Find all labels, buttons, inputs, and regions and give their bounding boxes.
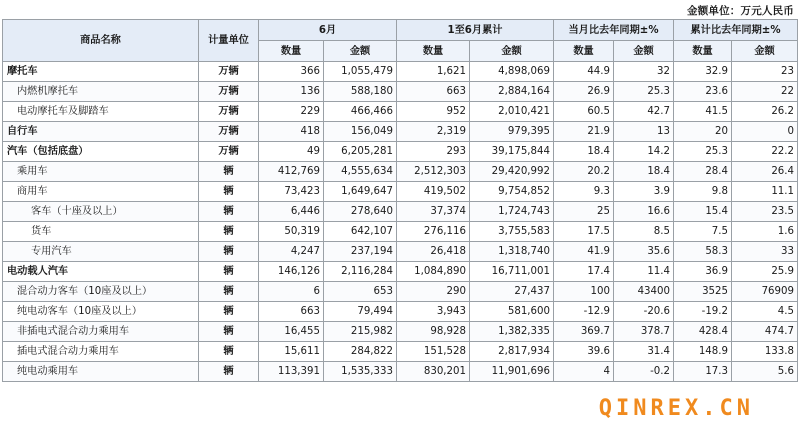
- month-yoy-qty-cell: 20.2: [554, 162, 614, 182]
- ytd-yoy-qty-cell: 23.6: [674, 82, 732, 102]
- june-qty-cell: 412,769: [259, 162, 324, 182]
- unit-cell: 辆: [199, 182, 259, 202]
- ytd-yoy-qty-cell: 17.3: [674, 362, 732, 382]
- header-product-name: 商品名称: [3, 20, 199, 62]
- subheader-amount: 金额: [324, 41, 397, 62]
- product-name-cell: 插电式混合动力乘用车: [3, 342, 199, 362]
- june-amount-cell: 278,640: [324, 202, 397, 222]
- month-yoy-qty-cell: -12.9: [554, 302, 614, 322]
- ytd-qty-cell: 293: [397, 142, 470, 162]
- unit-cell: 辆: [199, 262, 259, 282]
- table-row: [3, 122, 798, 142]
- ytd-yoy-amount-cell: 5.6: [732, 362, 798, 382]
- table-row: [3, 262, 798, 282]
- subheader-amount: 金额: [614, 41, 674, 62]
- ytd-qty-cell: 663: [397, 82, 470, 102]
- ytd-amount-cell: 29,420,992: [470, 162, 554, 182]
- month-yoy-qty-cell: 44.9: [554, 62, 614, 82]
- ytd-amount-cell: 2,817,934: [470, 342, 554, 362]
- june-qty-cell: 15,611: [259, 342, 324, 362]
- ytd-yoy-amount-cell: 33: [732, 242, 798, 262]
- subheader-qty: 数量: [674, 41, 732, 62]
- ytd-yoy-qty-cell: 25.3: [674, 142, 732, 162]
- ytd-yoy-amount-cell: 474.7: [732, 322, 798, 342]
- ytd-yoy-amount-cell: 22.2: [732, 142, 798, 162]
- ytd-yoy-qty-cell: 148.9: [674, 342, 732, 362]
- month-yoy-amount-cell: 8.5: [614, 222, 674, 242]
- product-name-cell: 客车（十座及以上）: [3, 202, 199, 222]
- ytd-qty-cell: 952: [397, 102, 470, 122]
- month-yoy-amount-cell: 18.4: [614, 162, 674, 182]
- header-ytd-yoy: 累计比去年同期±%: [674, 20, 798, 41]
- ytd-qty-cell: 98,928: [397, 322, 470, 342]
- june-qty-cell: 6,446: [259, 202, 324, 222]
- ytd-yoy-qty-cell: 36.9: [674, 262, 732, 282]
- june-qty-cell: 136: [259, 82, 324, 102]
- table-row: [3, 202, 798, 222]
- table-row: [3, 62, 798, 82]
- june-qty-cell: 663: [259, 302, 324, 322]
- june-amount-cell: 79,494: [324, 302, 397, 322]
- product-name-cell: 纯电动乘用车: [3, 362, 199, 382]
- june-qty-cell: 146,126: [259, 262, 324, 282]
- month-yoy-amount-cell: 42.7: [614, 102, 674, 122]
- month-yoy-amount-cell: 378.7: [614, 322, 674, 342]
- june-qty-cell: 4,247: [259, 242, 324, 262]
- june-qty-cell: 50,319: [259, 222, 324, 242]
- ytd-yoy-amount-cell: 76909: [732, 282, 798, 302]
- product-name-cell: 商用车: [3, 182, 199, 202]
- ytd-yoy-qty-cell: 58.3: [674, 242, 732, 262]
- subheader-amount: 金额: [732, 41, 798, 62]
- ytd-amount-cell: 1,724,743: [470, 202, 554, 222]
- ytd-yoy-qty-cell: 7.5: [674, 222, 732, 242]
- ytd-amount-cell: 16,711,001: [470, 262, 554, 282]
- month-yoy-amount-cell: 3.9: [614, 182, 674, 202]
- ytd-yoy-amount-cell: 0: [732, 122, 798, 142]
- ytd-yoy-qty-cell: 15.4: [674, 202, 732, 222]
- month-yoy-qty-cell: 26.9: [554, 82, 614, 102]
- trade-statistics-table: [2, 19, 798, 382]
- june-amount-cell: 642,107: [324, 222, 397, 242]
- header-jan-jun: 1至6月累计: [397, 20, 554, 41]
- ytd-amount-cell: 4,898,069: [470, 62, 554, 82]
- ytd-amount-cell: 2,884,164: [470, 82, 554, 102]
- table-row: [3, 322, 798, 342]
- subheader-amount: 金额: [470, 41, 554, 62]
- ytd-amount-cell: 39,175,844: [470, 142, 554, 162]
- product-name-cell: 货车: [3, 222, 199, 242]
- june-amount-cell: 284,822: [324, 342, 397, 362]
- ytd-qty-cell: 2,512,303: [397, 162, 470, 182]
- month-yoy-amount-cell: 31.4: [614, 342, 674, 362]
- ytd-qty-cell: 151,528: [397, 342, 470, 362]
- unit-cell: 辆: [199, 302, 259, 322]
- unit-cell: 辆: [199, 242, 259, 262]
- month-yoy-qty-cell: 60.5: [554, 102, 614, 122]
- ytd-amount-cell: 1,318,740: [470, 242, 554, 262]
- table-row: [3, 222, 798, 242]
- ytd-amount-cell: 11,901,696: [470, 362, 554, 382]
- unit-cell: 辆: [199, 222, 259, 242]
- header-unit: 计量单位: [199, 20, 259, 62]
- ytd-yoy-amount-cell: 133.8: [732, 342, 798, 362]
- month-yoy-qty-cell: 369.7: [554, 322, 614, 342]
- ytd-yoy-amount-cell: 26.4: [732, 162, 798, 182]
- ytd-yoy-qty-cell: 32.9: [674, 62, 732, 82]
- amount-unit-note: 金额单位：万元人民币: [687, 5, 794, 17]
- ytd-yoy-qty-cell: -19.2: [674, 302, 732, 322]
- ytd-yoy-qty-cell: 3525: [674, 282, 732, 302]
- june-amount-cell: 237,194: [324, 242, 397, 262]
- unit-cell: 辆: [199, 162, 259, 182]
- month-yoy-qty-cell: 100: [554, 282, 614, 302]
- month-yoy-qty-cell: 9.3: [554, 182, 614, 202]
- june-amount-cell: 1,649,647: [324, 182, 397, 202]
- month-yoy-amount-cell: 11.4: [614, 262, 674, 282]
- month-yoy-amount-cell: 43400: [614, 282, 674, 302]
- ytd-yoy-amount-cell: 1.6: [732, 222, 798, 242]
- ytd-yoy-amount-cell: 25.9: [732, 262, 798, 282]
- month-yoy-amount-cell: 16.6: [614, 202, 674, 222]
- ytd-amount-cell: 2,010,421: [470, 102, 554, 122]
- product-name-cell: 非插电式混合动力乘用车: [3, 322, 199, 342]
- product-name-cell: 自行车: [3, 122, 199, 142]
- ytd-qty-cell: 1,621: [397, 62, 470, 82]
- month-yoy-amount-cell: 13: [614, 122, 674, 142]
- month-yoy-amount-cell: 35.6: [614, 242, 674, 262]
- table-body: [3, 62, 798, 382]
- table-row: [3, 102, 798, 122]
- month-yoy-qty-cell: 39.6: [554, 342, 614, 362]
- june-amount-cell: 2,116,284: [324, 262, 397, 282]
- ytd-amount-cell: 27,437: [470, 282, 554, 302]
- product-name-cell: 纯电动客车（10座及以上）: [3, 302, 199, 322]
- unit-cell: 万辆: [199, 62, 259, 82]
- june-qty-cell: 49: [259, 142, 324, 162]
- ytd-yoy-amount-cell: 26.2: [732, 102, 798, 122]
- table-row: [3, 182, 798, 202]
- header-june: 6月: [259, 20, 397, 41]
- june-qty-cell: 366: [259, 62, 324, 82]
- product-name-cell: 电动摩托车及脚踏车: [3, 102, 199, 122]
- unit-cell: 万辆: [199, 82, 259, 102]
- ytd-amount-cell: 979,395: [470, 122, 554, 142]
- unit-cell: 万辆: [199, 102, 259, 122]
- ytd-qty-cell: 26,418: [397, 242, 470, 262]
- product-name-cell: 摩托车: [3, 62, 199, 82]
- product-name-cell: 混合动力客车（10座及以上）: [3, 282, 199, 302]
- ytd-amount-cell: 1,382,335: [470, 322, 554, 342]
- table-row: [3, 302, 798, 322]
- unit-cell: 辆: [199, 282, 259, 302]
- ytd-yoy-qty-cell: 428.4: [674, 322, 732, 342]
- ytd-yoy-amount-cell: 23.5: [732, 202, 798, 222]
- june-qty-cell: 6: [259, 282, 324, 302]
- june-amount-cell: 156,049: [324, 122, 397, 142]
- unit-cell: 辆: [199, 202, 259, 222]
- product-name-cell: 内燃机摩托车: [3, 82, 199, 102]
- june-amount-cell: 588,180: [324, 82, 397, 102]
- june-amount-cell: 1,535,333: [324, 362, 397, 382]
- june-amount-cell: 466,466: [324, 102, 397, 122]
- month-yoy-amount-cell: -0.2: [614, 362, 674, 382]
- table-row: [3, 82, 798, 102]
- subheader-qty: 数量: [259, 41, 324, 62]
- ytd-yoy-qty-cell: 41.5: [674, 102, 732, 122]
- unit-cell: 辆: [199, 322, 259, 342]
- ytd-amount-cell: 9,754,852: [470, 182, 554, 202]
- table-row: [3, 282, 798, 302]
- ytd-qty-cell: 276,116: [397, 222, 470, 242]
- subheader-qty: 数量: [554, 41, 614, 62]
- product-name-cell: 汽车（包括底盘）: [3, 142, 199, 162]
- june-qty-cell: 73,423: [259, 182, 324, 202]
- product-name-cell: 乘用车: [3, 162, 199, 182]
- ytd-qty-cell: 2,319: [397, 122, 470, 142]
- product-name-cell: 专用汽车: [3, 242, 199, 262]
- unit-cell: 辆: [199, 342, 259, 362]
- june-amount-cell: 4,555,634: [324, 162, 397, 182]
- ytd-qty-cell: 1,084,890: [397, 262, 470, 282]
- product-name-cell: 电动载人汽车: [3, 262, 199, 282]
- ytd-amount-cell: 581,600: [470, 302, 554, 322]
- month-yoy-amount-cell: -20.6: [614, 302, 674, 322]
- month-yoy-amount-cell: 14.2: [614, 142, 674, 162]
- june-qty-cell: 113,391: [259, 362, 324, 382]
- unit-cell: 万辆: [199, 122, 259, 142]
- header-month-yoy: 当月比去年同期±%: [554, 20, 674, 41]
- ytd-yoy-amount-cell: 22: [732, 82, 798, 102]
- june-amount-cell: 1,055,479: [324, 62, 397, 82]
- month-yoy-qty-cell: 18.4: [554, 142, 614, 162]
- ytd-yoy-qty-cell: 20: [674, 122, 732, 142]
- ytd-qty-cell: 290: [397, 282, 470, 302]
- table-row: [3, 362, 798, 382]
- unit-cell: 万辆: [199, 142, 259, 162]
- subheader-qty: 数量: [397, 41, 470, 62]
- month-yoy-amount-cell: 25.3: [614, 82, 674, 102]
- ytd-yoy-amount-cell: 4.5: [732, 302, 798, 322]
- june-qty-cell: 418: [259, 122, 324, 142]
- june-qty-cell: 16,455: [259, 322, 324, 342]
- ytd-amount-cell: 3,755,583: [470, 222, 554, 242]
- ytd-qty-cell: 3,943: [397, 302, 470, 322]
- month-yoy-qty-cell: 25: [554, 202, 614, 222]
- ytd-qty-cell: 830,201: [397, 362, 470, 382]
- ytd-yoy-qty-cell: 28.4: [674, 162, 732, 182]
- table-row: [3, 242, 798, 262]
- month-yoy-qty-cell: 17.4: [554, 262, 614, 282]
- month-yoy-amount-cell: 32: [614, 62, 674, 82]
- ytd-yoy-qty-cell: 9.8: [674, 182, 732, 202]
- month-yoy-qty-cell: 21.9: [554, 122, 614, 142]
- month-yoy-qty-cell: 41.9: [554, 242, 614, 262]
- june-amount-cell: 6,205,281: [324, 142, 397, 162]
- june-amount-cell: 653: [324, 282, 397, 302]
- table-row: [3, 142, 798, 162]
- june-qty-cell: 229: [259, 102, 324, 122]
- june-amount-cell: 215,982: [324, 322, 397, 342]
- unit-cell: 辆: [199, 362, 259, 382]
- ytd-yoy-amount-cell: 23: [732, 62, 798, 82]
- ytd-yoy-amount-cell: 11.1: [732, 182, 798, 202]
- site-watermark: QINREX.CN: [598, 396, 754, 421]
- ytd-qty-cell: 419,502: [397, 182, 470, 202]
- month-yoy-qty-cell: 4: [554, 362, 614, 382]
- table-row: [3, 162, 798, 182]
- table-row: [3, 342, 798, 362]
- month-yoy-qty-cell: 17.5: [554, 222, 614, 242]
- ytd-qty-cell: 37,374: [397, 202, 470, 222]
